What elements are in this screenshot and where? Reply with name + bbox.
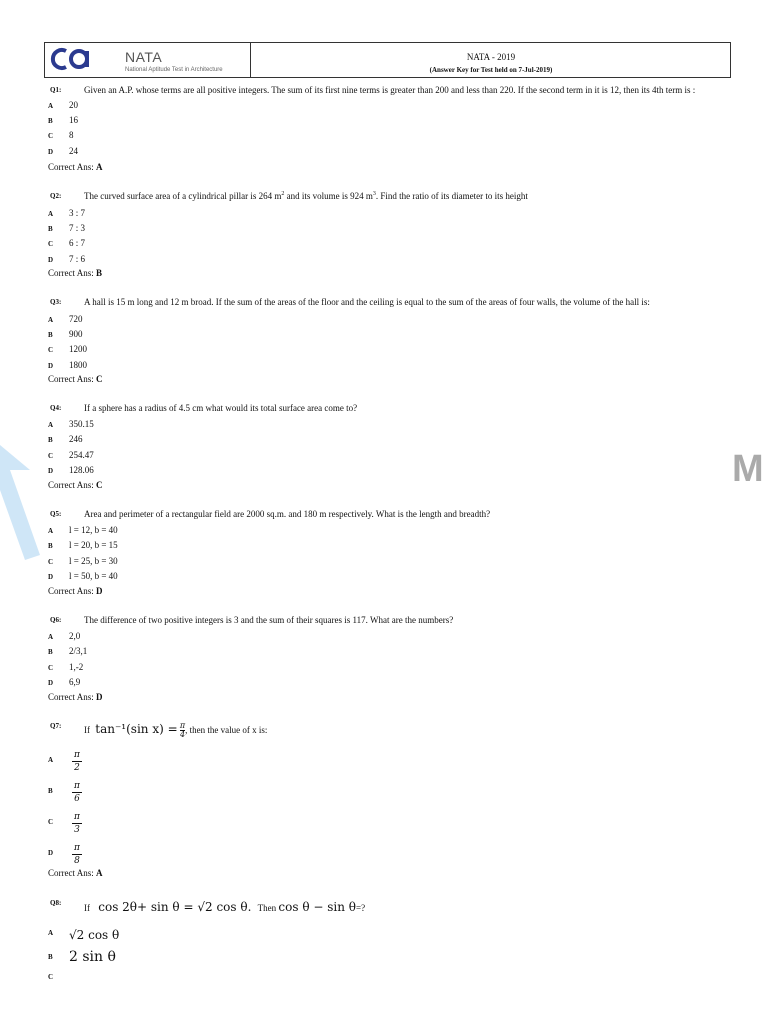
question-text: Given an A.P. whose terms are all positive integers. The sum of its first nine terms is greater than 200 and less than 220. If the second term in it is 12, then its 4th term is : [84, 85, 696, 95]
brand-subtitle: National Aptitude Test in Architecture [125, 67, 223, 73]
correct-answer-value: C [96, 480, 103, 490]
correct-answer [48, 480, 103, 490]
option-text: 128.06 [69, 465, 94, 475]
option-letter: D [48, 573, 54, 581]
option-fraction: π 8 [72, 843, 82, 866]
correct-answer [48, 162, 103, 172]
math-fraction: $\frac{\pi}{4}$ [179, 721, 186, 740]
option-text: l = 20, b = 15 [69, 540, 118, 550]
correct-answer-label: Correct Ans: [48, 692, 94, 702]
option-letter: C [48, 346, 54, 354]
correct-answer [48, 868, 103, 878]
question-math: tan⁻¹(sin x) = [95, 722, 178, 736]
correct-answer-value: D [96, 586, 103, 596]
option-letter: B [48, 117, 53, 125]
correct-answer-value: C [96, 374, 103, 384]
question-math: cos 2θ+ sin θ = √2 cos θ. [98, 900, 252, 914]
option-letter: A [48, 102, 54, 110]
question-number: Q2: [50, 192, 62, 200]
option-fraction: π 2 [72, 750, 82, 773]
brand-name: NATA [125, 49, 163, 65]
option-text: 2/3,1 [69, 646, 88, 656]
document-subtitle: (Answer Key for Test held on 7-Jul-2019) [429, 66, 553, 74]
question-number: Q5: [50, 510, 62, 518]
ca-logo [48, 46, 92, 72]
correct-answer [48, 374, 103, 384]
option-letter: D [48, 362, 54, 370]
option-text: 1,-2 [69, 662, 84, 672]
option-fraction: π 6 [72, 781, 82, 804]
option-letter: C [48, 558, 54, 566]
option-letter: C [48, 240, 54, 248]
correct-answer-label: Correct Ans: [48, 868, 94, 878]
option-letter: D [48, 467, 54, 475]
option-letter: A [48, 929, 54, 937]
option-letter: C [48, 664, 54, 672]
option-text: 254.47 [69, 450, 94, 460]
option-text: 900 [69, 329, 83, 339]
document-title: NATA - 2019 [466, 52, 516, 62]
option-text: 3 : 7 [69, 208, 86, 218]
option-letter: B [48, 953, 53, 961]
question-math: cos θ − sin θ [278, 900, 356, 914]
option-text: 24 [69, 146, 78, 156]
correct-answer-label: Correct Ans: [48, 374, 94, 384]
option-letter: D [48, 679, 54, 687]
option-letter: B [48, 542, 53, 550]
correct-answer-value: B [96, 268, 103, 278]
question-text: A hall is 15 m long and 12 m broad. If the sum of the areas of the floor and the ceiling is equal to the sum of the areas of four walls, the volume of the hall is: [84, 297, 650, 307]
option-fraction: π 3 [72, 812, 82, 835]
correct-answer-value: A [96, 868, 103, 878]
option-text: l = 50, b = 40 [69, 571, 118, 581]
question-number: Q7: [50, 722, 62, 730]
option-letter: B [48, 331, 53, 339]
correct-answer-label: Correct Ans: [48, 480, 94, 490]
question-text: The difference of two positive integers is 3 and the sum of their squares is 117. What are the numbers? [84, 615, 454, 625]
option-text: 7 : 6 [69, 254, 86, 264]
option-letter: B [48, 787, 53, 795]
option-text: l = 25, b = 30 [69, 556, 118, 566]
option-letter: A [48, 210, 54, 218]
question-number: Q3: [50, 298, 62, 306]
option-letter: A [48, 527, 54, 535]
option-text: 720 [69, 314, 83, 324]
option-letter: B [48, 648, 53, 656]
correct-answer-value: D [96, 692, 103, 702]
option-letter: C [48, 973, 54, 981]
option-text: 246 [69, 434, 83, 444]
option-letter: A [48, 316, 54, 324]
correct-answer-value: A [96, 162, 103, 172]
option-letter: D [48, 849, 54, 857]
option-text: √2 cos θ [69, 928, 120, 942]
document-header [44, 42, 731, 78]
question-text: If cos 2θ+ sin θ = √2 cos θ. Then cos θ − sin θ=? [84, 900, 366, 914]
option-letter: D [48, 148, 54, 156]
option-letter: B [48, 225, 53, 233]
correct-answer [48, 268, 102, 278]
option-text: 6 : 7 [69, 238, 86, 248]
option-text: 6,9 [69, 677, 81, 687]
correct-answer [48, 586, 103, 596]
option-letter: D [48, 256, 54, 264]
option-letter: A [48, 633, 54, 641]
question-text: If a sphere has a radius of 4.5 cm what would its total surface area come to? [84, 403, 358, 413]
correct-answer-label: Correct Ans: [48, 268, 94, 278]
correct-answer-label: Correct Ans: [48, 162, 94, 172]
question-number: Q1: [50, 86, 62, 94]
option-text: l = 12, b = 40 [69, 525, 118, 535]
option-text: 7 : 3 [69, 223, 86, 233]
option-letter: C [48, 818, 54, 826]
option-letter: A [48, 756, 54, 764]
option-letter: C [48, 452, 54, 460]
question-number: Q4: [50, 404, 62, 412]
question-text: If tan⁻¹(sin x) = $\frac{\pi}{4}$ , then the value of x is: [84, 721, 268, 740]
question-number: Q8: [50, 899, 62, 907]
correct-answer-label: Correct Ans: [48, 586, 94, 596]
option-text: 8 [69, 130, 74, 140]
option-text: 1200 [69, 344, 87, 354]
option-text: 2,0 [69, 631, 81, 641]
watermark-arrow-icon [0, 430, 40, 560]
correct-answer [48, 692, 103, 702]
option-letter: B [48, 436, 53, 444]
option-text: 20 [69, 100, 78, 110]
option-text: 16 [69, 115, 78, 125]
watermark-letter: M [732, 448, 764, 490]
brand-block [125, 49, 223, 73]
question-text: The curved surface area of a cylindrical pillar is 264 $m^2$ and its volume is 924 $m^3$. Find the ratio of its diameter to its height [84, 191, 528, 201]
question-number: Q6: [50, 616, 62, 624]
question-text: Area and perimeter of a rectangular field are 2000 sq.m. and 180 m respectively. What is the length and breadth? [84, 509, 491, 519]
option-text: 2 sin θ [69, 949, 116, 965]
option-letter: A [48, 421, 54, 429]
option-text: 1800 [69, 360, 87, 370]
option-text: 350.15 [69, 419, 94, 429]
option-letter: C [48, 132, 54, 140]
